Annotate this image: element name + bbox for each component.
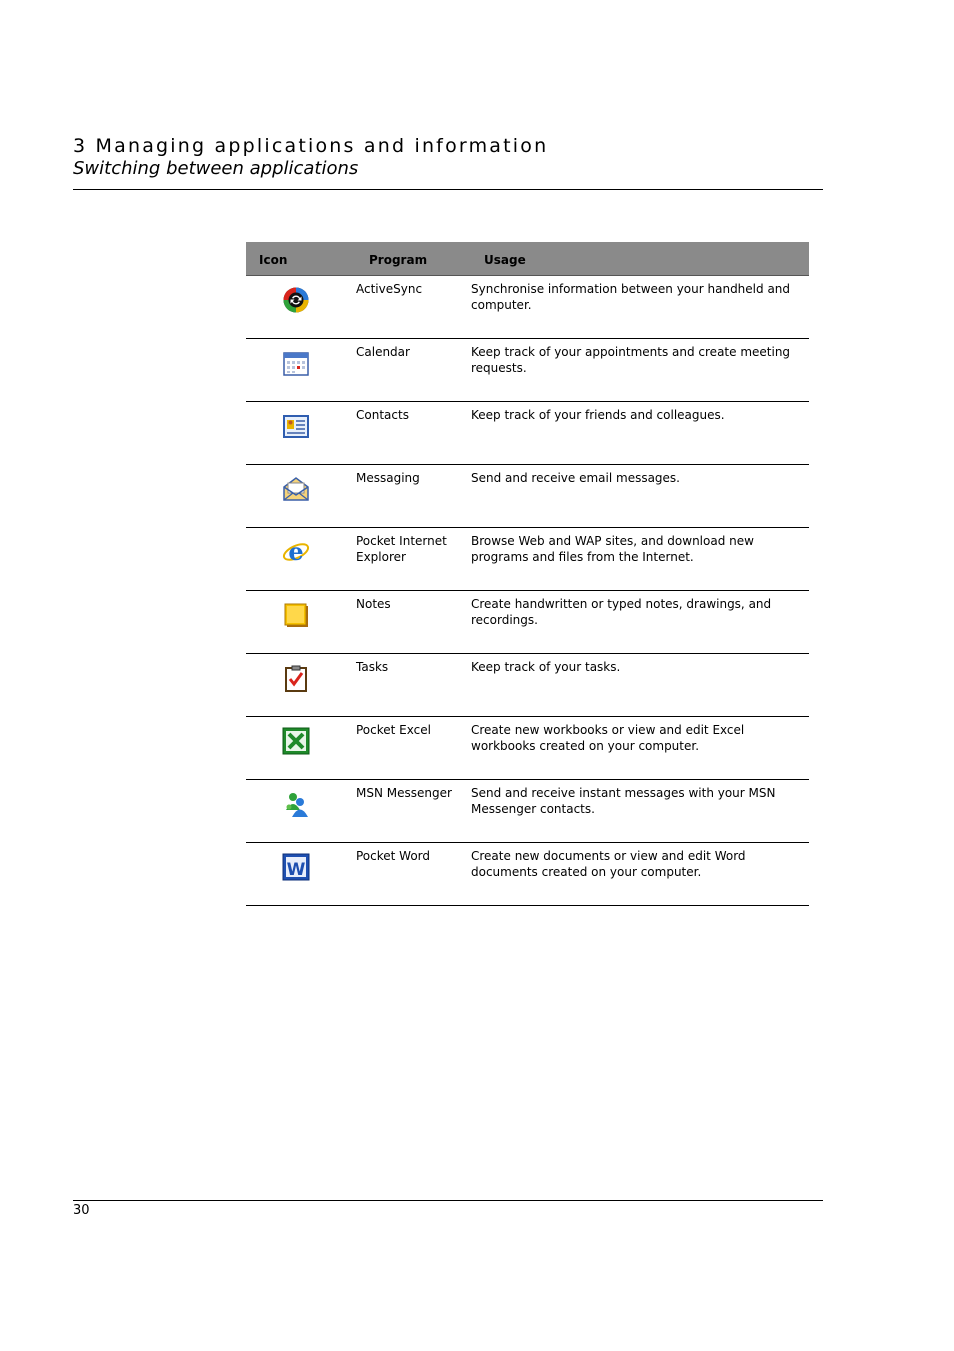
program-cell [356,654,471,717]
program-name: ActiveSync [356,282,423,296]
usage-text: Keep track of your friends and colleagues. [471,408,725,422]
usage-text: Send and receive instant messages with your MSN Messenger contacts. [471,786,776,816]
usage-cell [471,780,809,843]
program-cell [356,339,471,402]
usage-cell [471,276,809,339]
program-cell [356,780,471,843]
svg-text:e: e [288,538,304,566]
program-cell [356,591,471,654]
calendar-icon [282,349,310,377]
table-row [246,591,809,654]
usage-text: Create new workbooks or view and edit Excel workbooks created on your computer. [471,723,745,753]
usage-cell [471,654,809,717]
program-cell [356,717,471,780]
column-header-program: Program [356,242,471,276]
icon-cell [246,339,356,402]
usage-cell [471,339,809,402]
excel-icon [282,727,310,755]
page-number: 30 [73,1203,90,1218]
icon-cell [246,465,356,528]
icon-cell [246,528,356,591]
program-name: Contacts [356,408,409,422]
table-row [246,276,809,339]
table-row [246,717,809,780]
icon-cell [246,402,356,465]
usage-cell [471,465,809,528]
usage-cell [471,717,809,780]
program-name: Messaging [356,471,420,485]
messaging-icon [282,475,310,503]
usage-text: Send and receive email messages. [471,471,680,485]
activesync-icon [282,286,310,314]
usage-cell [471,402,809,465]
chapter-title: 3 Managing applications and information [73,135,549,157]
program-name: Pocket Excel [356,723,431,737]
usage-cell [471,843,809,906]
header-rule [73,189,823,190]
page-header [73,134,823,180]
table-row [246,843,809,906]
internet-explorer-icon [282,538,310,566]
table-header-row [246,242,809,276]
footer-rule [73,1200,823,1201]
contacts-icon [282,412,310,440]
program-name: Pocket Word [356,849,431,863]
usage-text: Create new documents or view and edit Word documents created on your computer. [471,849,746,879]
table-row [246,780,809,843]
program-name: Notes [356,597,391,611]
icon-cell [246,654,356,717]
program-name: Tasks [356,660,389,674]
word-icon [282,853,310,881]
program-cell [356,276,471,339]
usage-text: Synchronise information between your handheld and computer. [471,282,791,312]
icon-cell [246,780,356,843]
applications-table [246,242,809,906]
usage-text: Create handwritten or typed notes, drawings, and recordings. [471,597,772,627]
table-row [246,339,809,402]
icon-cell [246,591,356,654]
icon-cell [246,843,356,906]
program-cell [356,402,471,465]
usage-text: Keep track of your tasks. [471,660,621,674]
program-cell [356,465,471,528]
table-row [246,654,809,717]
section-title: Switching between applications [73,158,359,179]
program-cell [356,528,471,591]
usage-text: Keep track of your appointments and create meeting requests. [471,345,791,375]
tasks-icon [282,664,310,692]
icon-cell [246,276,356,339]
program-cell [356,843,471,906]
table-row [246,402,809,465]
column-header-icon: Icon [246,242,356,276]
msn-messenger-icon [282,790,310,818]
usage-cell [471,591,809,654]
usage-text: Browse Web and WAP sites, and download new programs and files from the Internet. [471,534,754,564]
table-row [246,528,809,591]
program-name: Pocket Internet Explorer [356,534,447,564]
icon-cell [246,717,356,780]
usage-cell [471,528,809,591]
table-row [246,465,809,528]
program-name: MSN Messenger [356,786,452,800]
notes-icon [282,601,310,629]
program-name: Calendar [356,345,410,359]
column-header-usage: Usage [471,242,809,276]
svg-text:W: W [286,860,306,880]
